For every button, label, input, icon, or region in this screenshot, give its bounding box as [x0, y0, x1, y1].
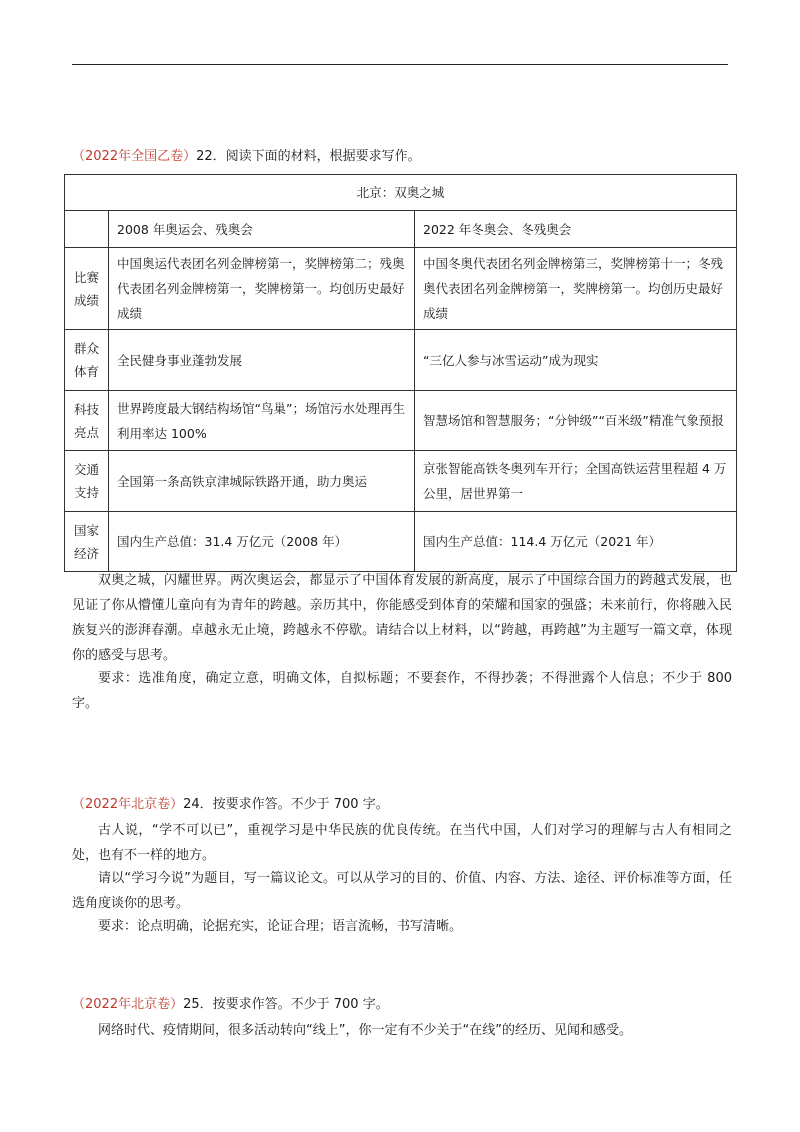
q22-source: （2022年全国乙卷） — [72, 149, 197, 164]
q24-head-text: 24．按要求作答。不少于 700 字。 — [183, 797, 389, 812]
row-label: 群众体育 — [65, 330, 109, 391]
table-cell: 京张智能高铁冬奥列车开行；全国高铁运营里程超 4 万公里，居世界第一 — [415, 451, 737, 512]
table-cell: 中国奥运代表团名列金牌榜第一，奖牌榜第二；残奥代表团名列金牌榜第一，奖牌榜第一。均创历史最好成绩 — [109, 248, 415, 330]
q24-requirements: 要求：论点明确，论据充实，论证合理；语言流畅，书写清晰。 — [98, 919, 463, 934]
row-label: 交通支持 — [65, 451, 109, 512]
table-cell: 世界跨度最大钢结构场馆“鸟巢”；场馆污水处理再生利用率达 100% — [109, 391, 415, 451]
q25-source: （2022年北京卷） — [72, 997, 184, 1012]
header-rule — [72, 64, 728, 65]
q22-requirements: 要求：选准角度，确定立意，明确文体，自拟标题；不要套作，不得抄袭；不得泄露个人信息；不少于 800 字。 — [72, 671, 732, 711]
table-cell: 国内生产总值：114.4 万亿元（2021 年） — [415, 512, 737, 572]
q22-head-text: 22．阅读下面的材料，根据要求写作。 — [196, 149, 421, 164]
table-cell: “三亿人参与冰雪运动”成为现实 — [415, 330, 737, 391]
table-cell: 全民健身事业蓬勃发展 — [109, 330, 415, 391]
table-cell: 国内生产总值：31.4 万亿元（2008 年） — [109, 512, 415, 572]
table-cell: 智慧场馆和智慧服务；“分钟级”“百米级”精准气象预报 — [415, 391, 737, 451]
table-cell: 中国冬奥代表团名列金牌榜第三，奖牌榜第十一；冬残奥代表团名列金牌榜第一，奖牌榜第一。均创历史最好成绩 — [415, 248, 737, 330]
table-title: 北京：双奥之城 — [65, 175, 737, 211]
q25-heading — [72, 996, 389, 1014]
q24-paragraph-1: 古人说，“学不可以已”，重视学习是中华民族的优良传统。在当代中国，人们对学习的理解与古人有相同之处，也有不一样的地方。 — [72, 823, 732, 863]
table-col-2008: 2008 年奥运会、残奥会 — [109, 211, 415, 248]
material-table — [64, 174, 737, 572]
table-cell: 全国第一条高铁京津城际铁路开通，助力奥运 — [109, 451, 415, 512]
q22-heading — [72, 148, 421, 166]
row-label: 科技亮点 — [65, 391, 109, 451]
q24-source: （2022年北京卷） — [72, 797, 184, 812]
q25-head-text: 25．按要求作答。不少于 700 字。 — [183, 997, 389, 1012]
table-col-2022: 2022 年冬奥会、冬残奥会 — [415, 211, 737, 248]
table-corner — [65, 211, 109, 248]
q22-body: 双奥之城，闪耀世界。两次奥运会，都显示了中国体育发展的新高度，展示了中国综合国力的跨越式发展，也见证了你从懵懂儿童向有为青年的跨越。亲历其中，你能感受到体育的荣耀和国家的强盛；未来前行，你将融入民族复兴的澎湃春潮。卓越永无止境，跨越永不停歇。请结合以上材料，以“跨越，再跨越”为主题写一篇文章，体现你的感受与思考。 — [72, 573, 732, 663]
q25-paragraph-1: 网络时代、疫情期间，很多活动转向“线上”，你一定有不少关于“在线”的经历、见闻和感受。 — [98, 1023, 632, 1038]
row-label: 国家经济 — [65, 512, 109, 572]
q24-paragraph-2: 请以“学习今说”为题目，写一篇议论文。可以从学习的目的、价值、内容、方法、途径、评价标准等方面，任选角度谈你的思考。 — [72, 871, 732, 911]
row-label: 比赛成绩 — [65, 248, 109, 330]
q24-heading — [72, 796, 389, 814]
